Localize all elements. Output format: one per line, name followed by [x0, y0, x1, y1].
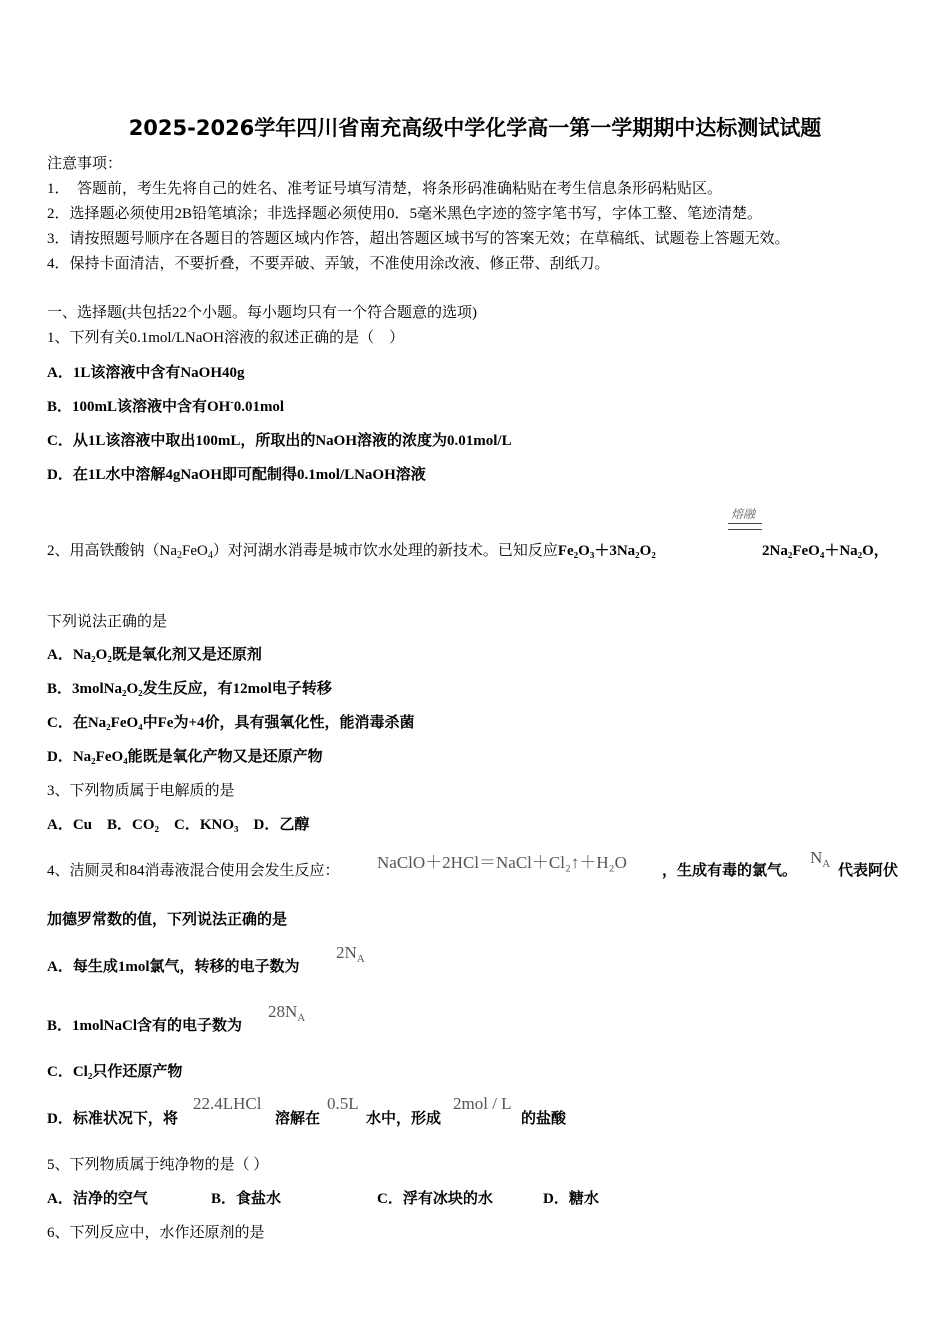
q4-na-symbol: $N_A$	[810, 848, 831, 870]
notice-heading: 注意事项：	[47, 156, 123, 172]
q4-option-d-water: 0.5L	[327, 1094, 359, 1113]
q4-option-d-text-3: 水中，形成	[366, 1111, 442, 1127]
q4-option-d-text-2: 溶解在	[275, 1111, 321, 1127]
q4-formula: NaClO＋2HCl＝NaCl＋Cl₂↑＋H₂O	[377, 853, 627, 872]
q5-option-d: D．糖水	[543, 1191, 599, 1207]
q2-option-c: C．在Na₂FeO₄中Fe为+4价，具有强氧化性，能消毒杀菌	[47, 715, 415, 731]
question-5-stem: 5、下列物质属于纯净物的是（ ）	[47, 1157, 269, 1173]
q4-option-b: B．1molNaCl含有的电子数为	[47, 1018, 243, 1034]
q1-option-b-amount: 0.01mol	[233, 399, 285, 415]
question-1-stem: 1、下列有关0.1mol/LNaOH溶液的叙述正确的是（ ）	[47, 330, 405, 346]
q4-stem-end: 代表阿伏	[838, 863, 899, 879]
q1-option-b-text: B．100mL该溶液中含有OH	[47, 399, 231, 415]
q2-option-b: B．3molNa₂O₂发生反应，有12mol电子转移	[47, 681, 332, 697]
q2-stem-part-1: 2、用高铁酸钠（Na	[47, 543, 177, 559]
q4-option-d-volume: 22.4LHCl	[193, 1094, 262, 1113]
q1-option-b	[47, 395, 284, 416]
question-2-stem-2: 下列说法正确的是	[47, 614, 168, 630]
q2-stem-part-2: FeO	[182, 543, 208, 559]
q1-option-b-sup: -	[230, 397, 234, 408]
notice-item-1: 1． 答题前，考生先将自己的姓名、准考证号填写清楚，将条形码准确粘贴在考生信息条形码粘贴区。	[47, 181, 723, 197]
q2-option-a: A．Na₂O₂既是氧化剂又是还原剂	[47, 647, 262, 663]
question-4-stem: 4、洁厕灵和84消毒液混合使用会发生反应：	[47, 863, 340, 879]
q4-option-a: A．每生成1mol氯气，转移的电子数为	[47, 959, 300, 975]
question-3-stem: 3、下列物质属于电解质的是	[47, 783, 235, 799]
q4-option-c: C．Cl₂只作还原产物	[47, 1064, 183, 1080]
notice-item-2: 2．选择题必须使用2B铅笔填涂；非选择题必须使用0．5毫米黑色字迹的签字笔书写，字体工整、笔迹清楚。	[47, 206, 763, 222]
notice-item-4: 4．保持卡面清洁，不要折叠，不要弄破、弄皱，不准使用涂改液、修正带、刮纸刀。	[47, 256, 610, 272]
q4-stem-middle: ，生成有毒的氯气。	[662, 863, 798, 879]
q4-option-d-concentration: 2mol / L	[453, 1094, 512, 1113]
q2-equation-left: Fe₂O₃＋3Na₂O₂	[557, 543, 656, 559]
q4-option-a-value: $2N_A$	[336, 943, 365, 965]
q5-option-b: B．食盐水	[211, 1191, 282, 1207]
q2-stem-part-3: ）对河湖水消毒是城市饮水处理的新技术。已知反应	[212, 543, 558, 559]
notice-item-3: 3．请按照题号顺序在各题目的答题区域内作答，超出答题区域书写的答案无效；在草稿纸、试题卷上答题无效。	[47, 231, 790, 247]
q3-options: A．Cu B．CO₂ C．KNO₃ D．乙醇	[47, 817, 310, 833]
q4-option-d-text-4: 的盐酸	[521, 1111, 567, 1127]
q4-option-b-value: $28N_A$	[268, 1002, 306, 1024]
page-title: 2025-2026学年四川省南充高级中学化学高一第一学期期中达标测试试题	[128, 116, 822, 140]
q1-option-d: D．在1L水中溶解4gNaOH即可配制得0.1mol/LNaOH溶液	[47, 467, 426, 483]
question-2-stem: 2、用高铁酸钠$(Na_2FeO_4)$对河湖水消毒是城市饮水处理的新技术。已知反应Fe₂O₃＋3Na₂O₂	[47, 543, 656, 561]
equals-sign	[728, 523, 762, 530]
question-4-stem-2: 加德罗常数的值，下列说法正确的是	[47, 912, 288, 928]
q1-option-c: C．从1L该溶液中取出100mL，所取出的NaOH溶液的浓度为0.01mol/L	[47, 433, 512, 449]
section-heading: 一、选择题(共包括22个小题。每小题均只有一个符合题意的选项)	[47, 305, 477, 321]
q2-option-d: D．Na₂FeO₄能既是氧化产物又是还原产物	[47, 749, 323, 765]
q2-equation-right: 2Na₂FeO₄＋Na₂O，	[762, 543, 889, 559]
q5-option-c: C．浮有冰块的水	[377, 1191, 493, 1207]
reaction-condition: 熔融	[731, 507, 756, 521]
question-6-stem: 6、下列反应中，水作还原剂的是	[47, 1225, 265, 1241]
q4-option-d: D．标准状况下，将	[47, 1111, 178, 1127]
q1-option-a: A．1L该溶液中含有NaOH40g	[47, 365, 245, 381]
q5-option-a: A．洁净的空气	[47, 1191, 148, 1207]
